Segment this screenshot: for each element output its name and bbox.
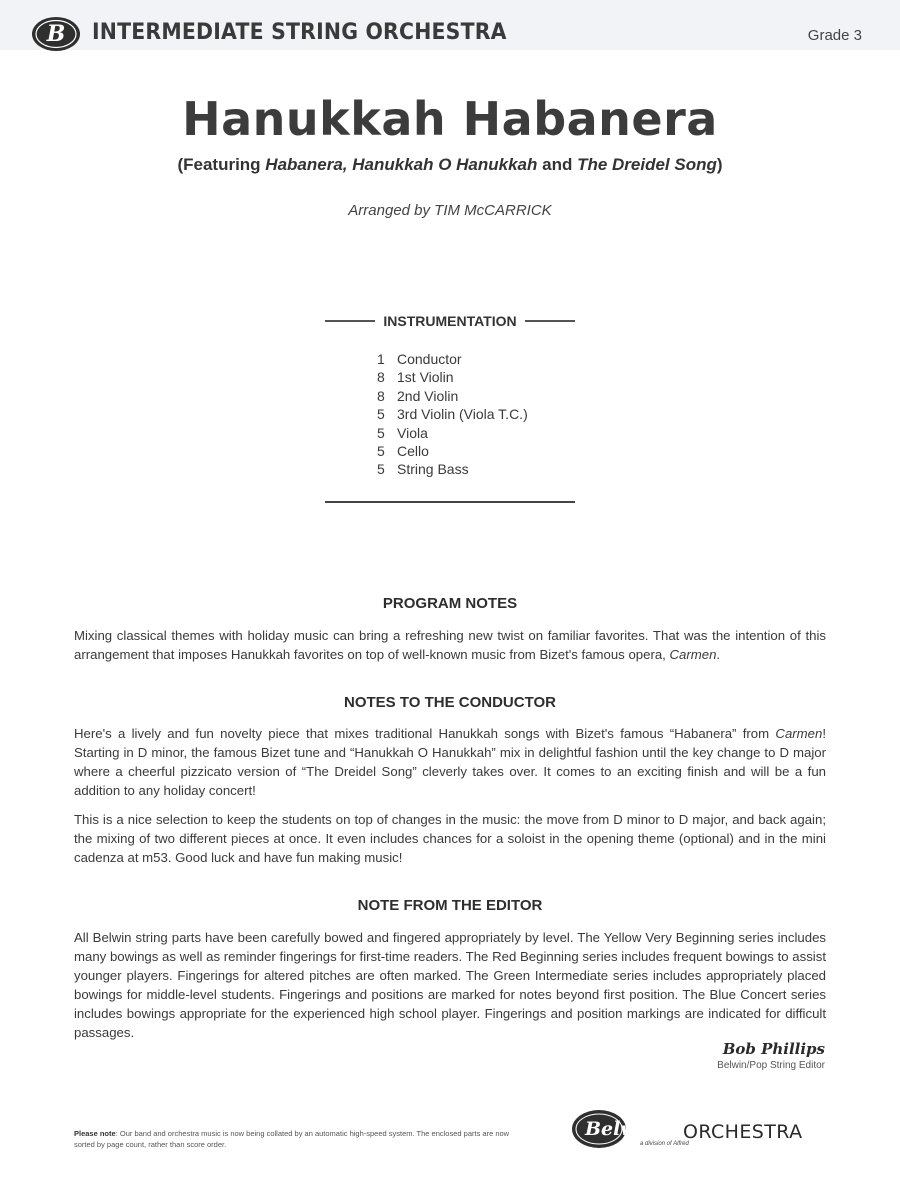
conductor-notes-p1-a: Here's a lively and fun novelty piece that mixes traditional Hanukkah songs with Bizet's famous “Habanera” from <box>74 726 776 741</box>
program-notes-body: Mixing classical themes with holiday music can bring a refreshing new twist on familiar favorites. That was the intention of this arrangement that imposes Hanukkah favorites on top of well-known music from Bizet's famous opera, <box>74 628 826 662</box>
list-item <box>377 460 528 478</box>
list-item <box>377 387 528 405</box>
list-item <box>377 350 528 368</box>
heading-rule-left <box>325 320 375 322</box>
instrument-name: 1st Violin <box>397 369 454 386</box>
heading-rule-right <box>525 320 575 322</box>
instrumentation-list <box>377 350 528 479</box>
page-title: Hanukkah Habanera <box>182 92 718 146</box>
instrument-quantity: 5 <box>377 406 385 423</box>
publisher-subtitle: a division of Alfred <box>640 1141 689 1147</box>
conductor-notes-p1-italic: Carmen <box>775 726 823 741</box>
subtitle-piece-3: The Dreidel Song <box>577 155 717 174</box>
conductor-notes-paragraph-2: This is a nice selection to keep the students on top of changes in the music: the move from D minor to D major, and back again; the mixing of two different pieces at once. It even includes chances for a soloist in the opening theme (optional) and in the mini cadenza at m53. Good luck and have fun making music! <box>74 812 826 865</box>
belwin-b-logo-icon <box>30 14 82 54</box>
program-notes-end: . <box>716 647 721 662</box>
instrument-name: 3rd Violin (Viola T.C.) <box>397 406 528 423</box>
instrument-quantity: 5 <box>377 461 385 478</box>
list-item <box>377 405 528 423</box>
program-notes-italic: Carmen <box>669 647 717 662</box>
subtitle-piece-1: Habanera, <box>265 155 348 174</box>
instrument-name: 2nd Violin <box>397 387 459 404</box>
editor-note-heading: NOTE FROM THE EDITOR <box>357 897 543 914</box>
instrument-quantity: 5 <box>377 424 385 441</box>
svg-text:B: B <box>46 21 66 47</box>
program-notes-heading: PROGRAM NOTES <box>382 595 518 612</box>
subtitle <box>0 155 900 175</box>
collation-footnote <box>74 1128 524 1150</box>
instrument-name: Cello <box>397 442 429 459</box>
footnote-text: : Our band and orchestra music is now being collated by an automatic high-speed system. The enclosed parts are now sorted by page count, rather than score order. <box>74 1129 510 1149</box>
conductor-notes-p1-b: ! Starting in D minor, the famous Bizet tune and “Hanukkah O Hanukkah” mix in delightful fashion until the key change to D major where a cheerful pizzicato version of “The Dreidel Song” cleverly takes over. It comes to an exciting finish and will be a fun addition to any holiday concert! <box>74 726 826 798</box>
publisher-orchestra-label: ORCHESTRA <box>683 1121 803 1143</box>
instrumentation-heading-label: INSTRUMENTATION <box>383 313 517 329</box>
instrument-name: String Bass <box>397 461 469 478</box>
grade-label: Grade 3 <box>807 27 862 44</box>
list-item <box>377 368 528 386</box>
instrumentation-heading <box>325 313 575 329</box>
list-item <box>377 442 528 460</box>
program-notes-text <box>74 626 826 664</box>
instrument-quantity: 5 <box>377 442 385 459</box>
instrument-name: Conductor <box>397 351 462 367</box>
instrument-name: Viola <box>397 424 428 441</box>
instrumentation-divider <box>325 501 575 503</box>
list-item <box>377 424 528 442</box>
editor-note-text: All Belwin string parts have been carefully bowed and fingered appropriately by level. The Yellow Very Beginning series includes many bowings as well as reminder fingerings for first-time readers. The Red Beginning series includes frequent bowings to assist younger players. Fingerings for altered pitches are often marked. The Green Intermediate series includes appropriately placed bowings for middle-level students. Fingerings and positions are marked for notes beyond first position. The Blue Concert series includes bowings appropriate for the experienced high school player. Fingerings and position markings are indicated for difficult passages. <box>74 930 826 1040</box>
instrument-quantity: 1 <box>377 351 385 367</box>
arranger-credit: Arranged by TIM McCARRICK <box>348 202 552 219</box>
subtitle-close: ) <box>716 155 723 174</box>
conductor-notes-heading: NOTES TO THE CONDUCTOR <box>344 694 556 711</box>
subtitle-piece-2: Hanukkah O Hanukkah <box>352 155 538 174</box>
publisher-wordmark: Belwin <box>585 1118 658 1140</box>
instrument-quantity: 8 <box>377 387 385 404</box>
editor-signature: Bob Phillips <box>722 1040 825 1058</box>
subtitle-open: (Featuring <box>177 155 266 174</box>
footnote-label: Please note <box>74 1129 116 1138</box>
editor-signature-title: Belwin/Pop String Editor <box>717 1060 825 1071</box>
instrument-quantity: 8 <box>377 369 385 386</box>
subtitle-sep-2: and <box>537 155 578 174</box>
series-title: INTERMEDIATE STRING ORCHESTRA <box>92 20 507 45</box>
conductor-notes-paragraph-1 <box>74 724 826 800</box>
